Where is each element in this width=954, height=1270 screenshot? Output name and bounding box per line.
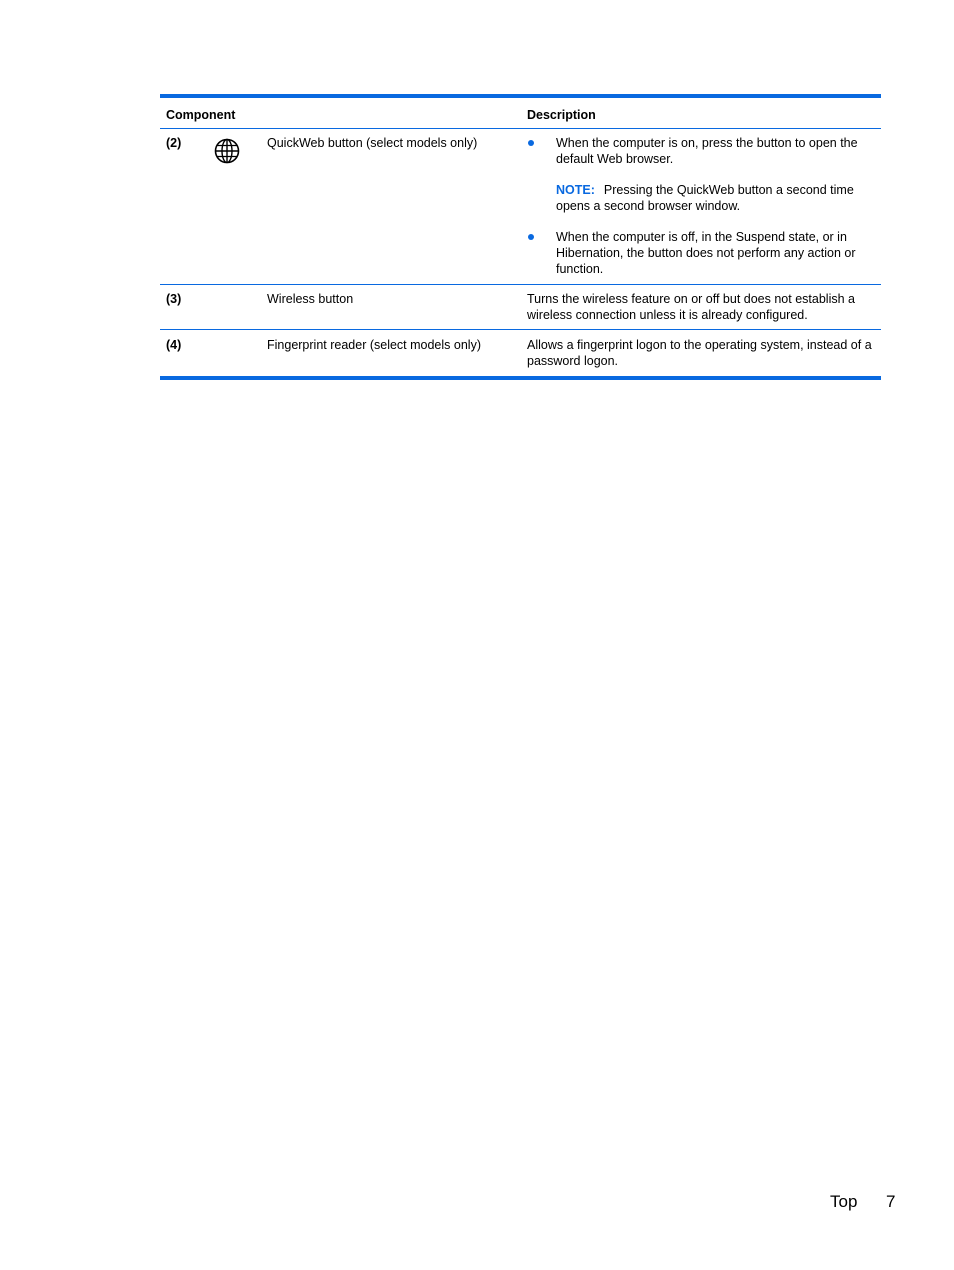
globe-icon bbox=[214, 138, 240, 168]
table-header-row bbox=[160, 98, 881, 129]
component-description: Allows a fingerprint logon to the operating system, instead of a password logon. bbox=[527, 338, 872, 368]
component-table bbox=[160, 94, 881, 380]
table-row bbox=[160, 330, 881, 376]
bullet-icon bbox=[528, 140, 534, 146]
component-name: Wireless button bbox=[267, 292, 354, 306]
component-name: Fingerprint reader (select models only) bbox=[267, 338, 481, 352]
bullet-text: When the computer is off, in the Suspend state, or in Hibernation, the button does not perform any action or function. bbox=[556, 230, 856, 276]
note-label: NOTE: bbox=[556, 183, 595, 197]
list-item bbox=[527, 135, 875, 167]
bullet-icon bbox=[528, 234, 534, 240]
note-text: Pressing the QuickWeb button a second time opens a second browser window. bbox=[556, 183, 854, 213]
component-description: Turns the wireless feature on or off but does not establish a wireless connection unless it is already configured. bbox=[527, 292, 855, 322]
table-row bbox=[160, 129, 881, 285]
page-number: 7 bbox=[886, 1192, 896, 1211]
component-number: (3) bbox=[166, 292, 182, 306]
table-row bbox=[160, 285, 881, 330]
column-header-component: Component bbox=[166, 108, 236, 122]
component-number: (4) bbox=[166, 338, 182, 352]
bullet-text: When the computer is on, press the button to open the default Web browser. bbox=[556, 136, 858, 166]
list-item bbox=[527, 229, 875, 277]
component-description bbox=[527, 135, 875, 277]
component-name: QuickWeb button (select models only) bbox=[267, 136, 478, 150]
note-block bbox=[527, 182, 875, 214]
footer-section-title: Top bbox=[830, 1192, 858, 1211]
component-number: (2) bbox=[166, 136, 182, 150]
column-header-description: Description bbox=[527, 108, 596, 122]
